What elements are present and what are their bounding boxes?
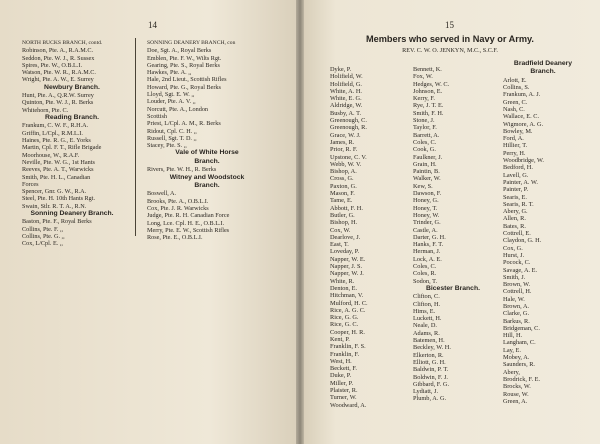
list-item: Collins, Pte. F. ,, [22, 225, 64, 233]
list-item: Baldwin, P. T. [413, 366, 449, 374]
list-item: Plumb, A. G. [413, 395, 447, 403]
list-item: Merry, Pte. E. W., Scottish Rifles [147, 226, 230, 234]
list-item: Kerry, F. [413, 95, 435, 103]
section-heading: Bradfield Deanery [513, 60, 573, 67]
list-item: Green, A. [503, 397, 528, 405]
list-item: Norcutt, Pte. A., London [147, 105, 209, 113]
list-item: Moorhouse, W., R.A.F. [22, 151, 80, 159]
book-gutter [296, 0, 304, 444]
list-item: Coles, C. [413, 138, 437, 146]
list-item: Napper, W. J. [330, 270, 364, 278]
list-item: Paxton, G. [330, 182, 357, 190]
list-item: Rice, G. G. [330, 314, 359, 322]
list-item: Stone, J. [413, 117, 435, 125]
list-item: Kew, S. [413, 182, 433, 190]
list-item: Woodbridge, W. [503, 157, 544, 165]
list-item: Forces [22, 180, 39, 188]
list-item: Long, Lce. Cpl. H. E., O.B.L.I. [147, 219, 225, 227]
list-item: Mason, F. [330, 190, 355, 198]
list-item: Mobey, A. [503, 354, 530, 362]
list-item: Searis, E. [503, 193, 527, 201]
list-item: Wallace, E. C. [503, 113, 540, 121]
list-item: Cox, G. [503, 244, 523, 252]
right-column-2 [413, 66, 493, 403]
section-heading: Branch. [530, 68, 556, 76]
list-item: Taylor, F. [413, 124, 437, 132]
list-item: Bridgeman, C. [503, 324, 540, 332]
list-item: Frankum, A. J. [503, 91, 541, 99]
list-item: Clifton, C. [413, 293, 440, 301]
list-item: Clarke, G. [503, 310, 530, 318]
list-item: Prior, R. F. [330, 146, 358, 154]
list-item: Louder, Pte. A. V. ,, [147, 98, 196, 106]
list-item: Wigmore, A. G. [503, 120, 544, 128]
list-item: Painter, A. W. [503, 178, 538, 186]
list-item: Hurst, J. [503, 251, 525, 259]
list-item: East, T. [330, 241, 349, 249]
list-item: Elkerton, R. [413, 351, 444, 359]
list-item: Fox, W. [413, 73, 433, 81]
list-item: Greenough, C. [330, 117, 367, 125]
list-item: Spencer, Gnr. G. W., R.A. [22, 188, 87, 196]
section-heading: Branch. [194, 157, 220, 165]
list-item: Grain, H. [413, 160, 437, 168]
list-item: Greenough, R. [330, 124, 367, 132]
list-item: Duke, P. [330, 372, 352, 380]
list-item: Howard, Pte. G., Royal Berks [147, 83, 221, 91]
list-item: Whitehorn, Pte. C. [22, 106, 69, 114]
list-item: Rice, G. C. [330, 321, 359, 329]
list-item: Rye, J. T. E. [413, 102, 444, 110]
list-item: Rose, Pte. E., O.B.L.I. [147, 234, 203, 242]
list-item: Hill, H. [503, 332, 523, 340]
list-item: Grace, W. J. [330, 131, 361, 139]
section-heading: Branch. [194, 181, 220, 189]
list-item: Aldridge, W. [330, 102, 363, 110]
left-column-1 [22, 40, 122, 248]
list-item: Priest, L/Cpl. A. M., R. Berks [147, 120, 221, 128]
list-item: Gibbard, F. G. [413, 380, 450, 388]
list-item: Robinson, Pte. A., R.A.M.C. [22, 47, 93, 55]
list-item: Brown, A. [503, 302, 530, 310]
list-item: Scottish [147, 112, 167, 120]
list-item: Barkus, R. [503, 317, 530, 325]
list-item: Faulkner, J. [413, 153, 443, 161]
list-item: West, H. [330, 357, 352, 365]
list-item: Neville, Pte. W. G., 1st Hants [22, 158, 95, 166]
list-item: Bates, R. [503, 222, 526, 230]
list-item: Miller, P. [330, 379, 354, 387]
list-item: James, R. [330, 138, 355, 146]
list-item: Pocock, C. [503, 259, 531, 267]
list-item: Allen, R. [503, 215, 526, 223]
list-item: Spires, Pte. W., O.B.L.I. [22, 61, 82, 69]
list-item: Batemen, H. [413, 337, 445, 345]
list-item: Abbott, F. H. [330, 204, 363, 212]
list-item: Lay, E. [503, 346, 521, 354]
list-item: Hillier, T. [503, 142, 528, 150]
list-item: Griffin, L/Cpl., R.M.L.I. [22, 129, 83, 137]
list-item: Woodward, A. [330, 401, 367, 409]
list-item: Langham, C. [503, 339, 536, 347]
page-subtitle: REV. C. W. O. JENKYN, M.C., S.C.F. [402, 47, 498, 54]
list-item: Brown, W. [503, 281, 531, 289]
list-item: Quinton, Pte. W. J., R. Berks [22, 99, 94, 107]
list-item: Bedford, H. [503, 164, 533, 172]
list-item: Denton, E. [330, 284, 358, 292]
list-item: Dawson, F. [413, 190, 442, 198]
list-item: Butler, G. [330, 211, 355, 219]
list-item: Wright, Pte. A. W., E. Surrey [22, 76, 94, 84]
list-item: Hitchman, V. [330, 292, 364, 300]
list-item: Holifield, G. [330, 80, 363, 88]
list-item: Baston, Pte. F., Royal Berks [22, 218, 92, 226]
list-item: Rice, A. G. C. [330, 306, 366, 314]
list-item: Saunders, R. [503, 361, 536, 369]
list-item: Beckett, F. [330, 365, 357, 373]
list-item: Clifton, H. [413, 300, 441, 308]
list-item: Boldwin, F. J. [413, 373, 449, 381]
list-item: Arlott, E. [503, 76, 527, 84]
list-item: Abery, G. [503, 208, 528, 216]
list-item: Lydiatt, J. [413, 388, 439, 396]
continued-heading: NORTH BUCKS BRANCH, contd. [22, 40, 103, 46]
list-item: Hanks, F. T. [413, 241, 444, 249]
list-item: Martin, Cpl. F. T., Rifle Brigade [22, 144, 102, 152]
list-item: Adams, R. [413, 329, 440, 337]
list-item: Dyke, P. [330, 66, 352, 73]
list-item: Walker, W. [413, 175, 441, 183]
list-item: Darter, G. H. [413, 233, 446, 241]
list-item: Frankum, C. W. F., R.H.A. [22, 122, 89, 130]
list-item: White, A. H. [330, 87, 363, 95]
list-item: Watson, Pte. W. R., R.A.M.C. [22, 69, 96, 77]
list-item: Hedges, W. C. [413, 80, 450, 88]
list-item: Cox, L/Cpl. E. ,, [22, 240, 63, 248]
list-item: Coles, R. [413, 270, 437, 278]
list-item: Holifield, W. [330, 73, 363, 81]
section-heading: Vale of White Horse [175, 149, 239, 157]
list-item: White, R. [330, 277, 355, 285]
list-item: Judge, Pte. R. H. Canadian Force [147, 212, 230, 220]
list-item: Cottrell, E. [503, 230, 531, 238]
list-item: Ford, A. [503, 135, 524, 143]
list-item: Cook, G. [413, 146, 436, 154]
list-item: Smith, F. H. [413, 109, 444, 117]
list-item: Lock, A. E. [413, 255, 442, 263]
list-item: Barrett, A. [413, 131, 440, 139]
list-item: Lloyd, Sgt. E. W. ,, [147, 91, 195, 99]
list-item: Tame, E. [330, 197, 353, 205]
list-item: Johnson, E. [413, 87, 443, 95]
page-number: 15 [445, 20, 454, 30]
list-item: Savage, A. E. [503, 266, 538, 274]
list-item: Boswell, A. [147, 190, 177, 198]
list-item: Collins, Pte. G. ,, [22, 233, 65, 240]
list-item: Searis, R. T. [503, 200, 534, 208]
continued-heading: SONNING DEANERY BRANCH, con [147, 40, 236, 46]
list-item: Busby, A. T. [330, 109, 362, 117]
list-item: Upstone, C. V. [330, 153, 367, 161]
list-item: White, E. G. [330, 95, 362, 103]
list-item: Rivers, Pte. W. H., R. Berks [147, 166, 217, 174]
list-item: Neale, D. [413, 322, 437, 330]
list-item: Trinder, G. [413, 219, 441, 227]
list-item: Nash, C. [503, 105, 525, 113]
list-item: Honey, G. [413, 197, 439, 205]
list-item: Green, C. [503, 98, 528, 106]
list-item: Cox, Pte. J. R. Warwicks [147, 204, 209, 212]
list-item: Ridout, Cpl. C. H. ,, [147, 127, 197, 135]
list-item: Honey, W. [413, 211, 440, 219]
list-item: Castle, A. [413, 226, 438, 234]
list-item: Napper, J. S. [330, 263, 363, 271]
list-item: Bowley, M. [503, 127, 533, 135]
right-page [300, 0, 600, 444]
list-item: Abery, [503, 368, 520, 376]
list-item: Hawkes, Pte. A. ,, [147, 69, 192, 77]
list-item: Hunt, Pte. A., Q.R.W. Surrey [22, 92, 94, 100]
list-item: Sodon, T. [413, 277, 438, 285]
section-heading: Bicester Branch. [425, 284, 481, 292]
list-item: Brodrick, F. E. [503, 375, 541, 383]
list-item: Coles, C. [413, 263, 437, 271]
list-item: Turner, W. [330, 394, 357, 402]
list-item: Stacey, Pte. S. ,, [147, 142, 187, 150]
list-item: Franklin, F. [330, 350, 360, 358]
list-item: Doe, Sgt. A., Royal Berks [147, 47, 212, 55]
list-item: Smith, Pte. H. L., Canadian [22, 173, 91, 181]
list-item: Herman, J. [413, 248, 441, 256]
list-item: Napper, W. E. [330, 255, 366, 263]
page-number: 14 [148, 20, 157, 30]
list-item: Gearing, Pte. S., Royal Berks [147, 61, 220, 69]
right-column-1 [330, 66, 400, 409]
list-item: Brooks, Pte. A., O.B.L.I. [147, 197, 209, 205]
list-item: Franklin, F. S. [330, 343, 366, 351]
list-item: Bishop, H. [330, 219, 358, 227]
list-item: Cooper, H. R. [330, 328, 365, 336]
list-item: Seddon, Pte. W. J., R. Sussex [22, 54, 95, 62]
list-item: Bishop, A. [330, 168, 357, 176]
list-item: Beckley, W. H. [413, 344, 451, 352]
list-item: Lavell, G. [503, 171, 529, 179]
list-item: Kent, P. [330, 335, 350, 343]
list-item: Rouse, W. [503, 390, 529, 398]
section-heading: Reading Branch. [44, 114, 99, 122]
list-item: Elliott, G. H. [413, 358, 446, 366]
section-heading: Witney and Woodstock [169, 173, 245, 181]
list-item: Cox, W. [330, 226, 351, 234]
list-item: Dearlove, J. [330, 233, 361, 241]
column-divider [135, 38, 136, 236]
list-item: Reeves, Pte. A. T., Warwicks [22, 166, 94, 174]
right-column-3 [503, 60, 583, 405]
list-item: Paintin, B. [413, 168, 440, 176]
section-heading: Sonning Deanery Branch. [30, 210, 114, 218]
list-item: Haines, Pte. R. G., E. Yorks [22, 137, 91, 145]
list-item: Smith, J. [503, 273, 526, 281]
list-item: Perry, H. [503, 149, 526, 157]
left-column-2 [147, 40, 267, 241]
section-heading: Newbury Branch. [44, 83, 100, 91]
list-item: Honey, T. [413, 204, 438, 212]
list-item: Plaister, R. [330, 387, 358, 395]
list-item: Collins, S. [503, 84, 530, 92]
list-item: Cottrell, H. [503, 288, 532, 296]
list-item: Hale, 2nd Lieut., Scottish Rifles [147, 76, 227, 84]
list-item: Hims, E. [413, 307, 436, 315]
list-item: Loveday, P. [330, 248, 360, 256]
list-item: Claydon, G. H. [503, 237, 542, 245]
list-item: Webb, W. V. [330, 160, 362, 168]
list-item: Cross, G. [330, 175, 354, 183]
list-item: Hale, W. [503, 295, 525, 303]
list-item: Painter, P. [503, 186, 529, 194]
list-item: Luckett, H. [413, 315, 442, 323]
page-title: Members who served in Navy or Army. [366, 34, 534, 44]
list-item: Emblen, Pte. F. W., Wilts Rgt. [147, 54, 222, 62]
list-item: Brocks, W. [503, 383, 531, 391]
list-item: Steel, Pte. H. 10th Hants Rgt. [22, 195, 96, 203]
list-item: Russell, Sgt. T. D. ,, [147, 134, 197, 142]
list-item: Bennett, K. [413, 66, 442, 73]
list-item: Mulford, H. C. [330, 299, 368, 307]
list-item: Swain, Stlr. R. T. A., R.N. [22, 202, 87, 210]
